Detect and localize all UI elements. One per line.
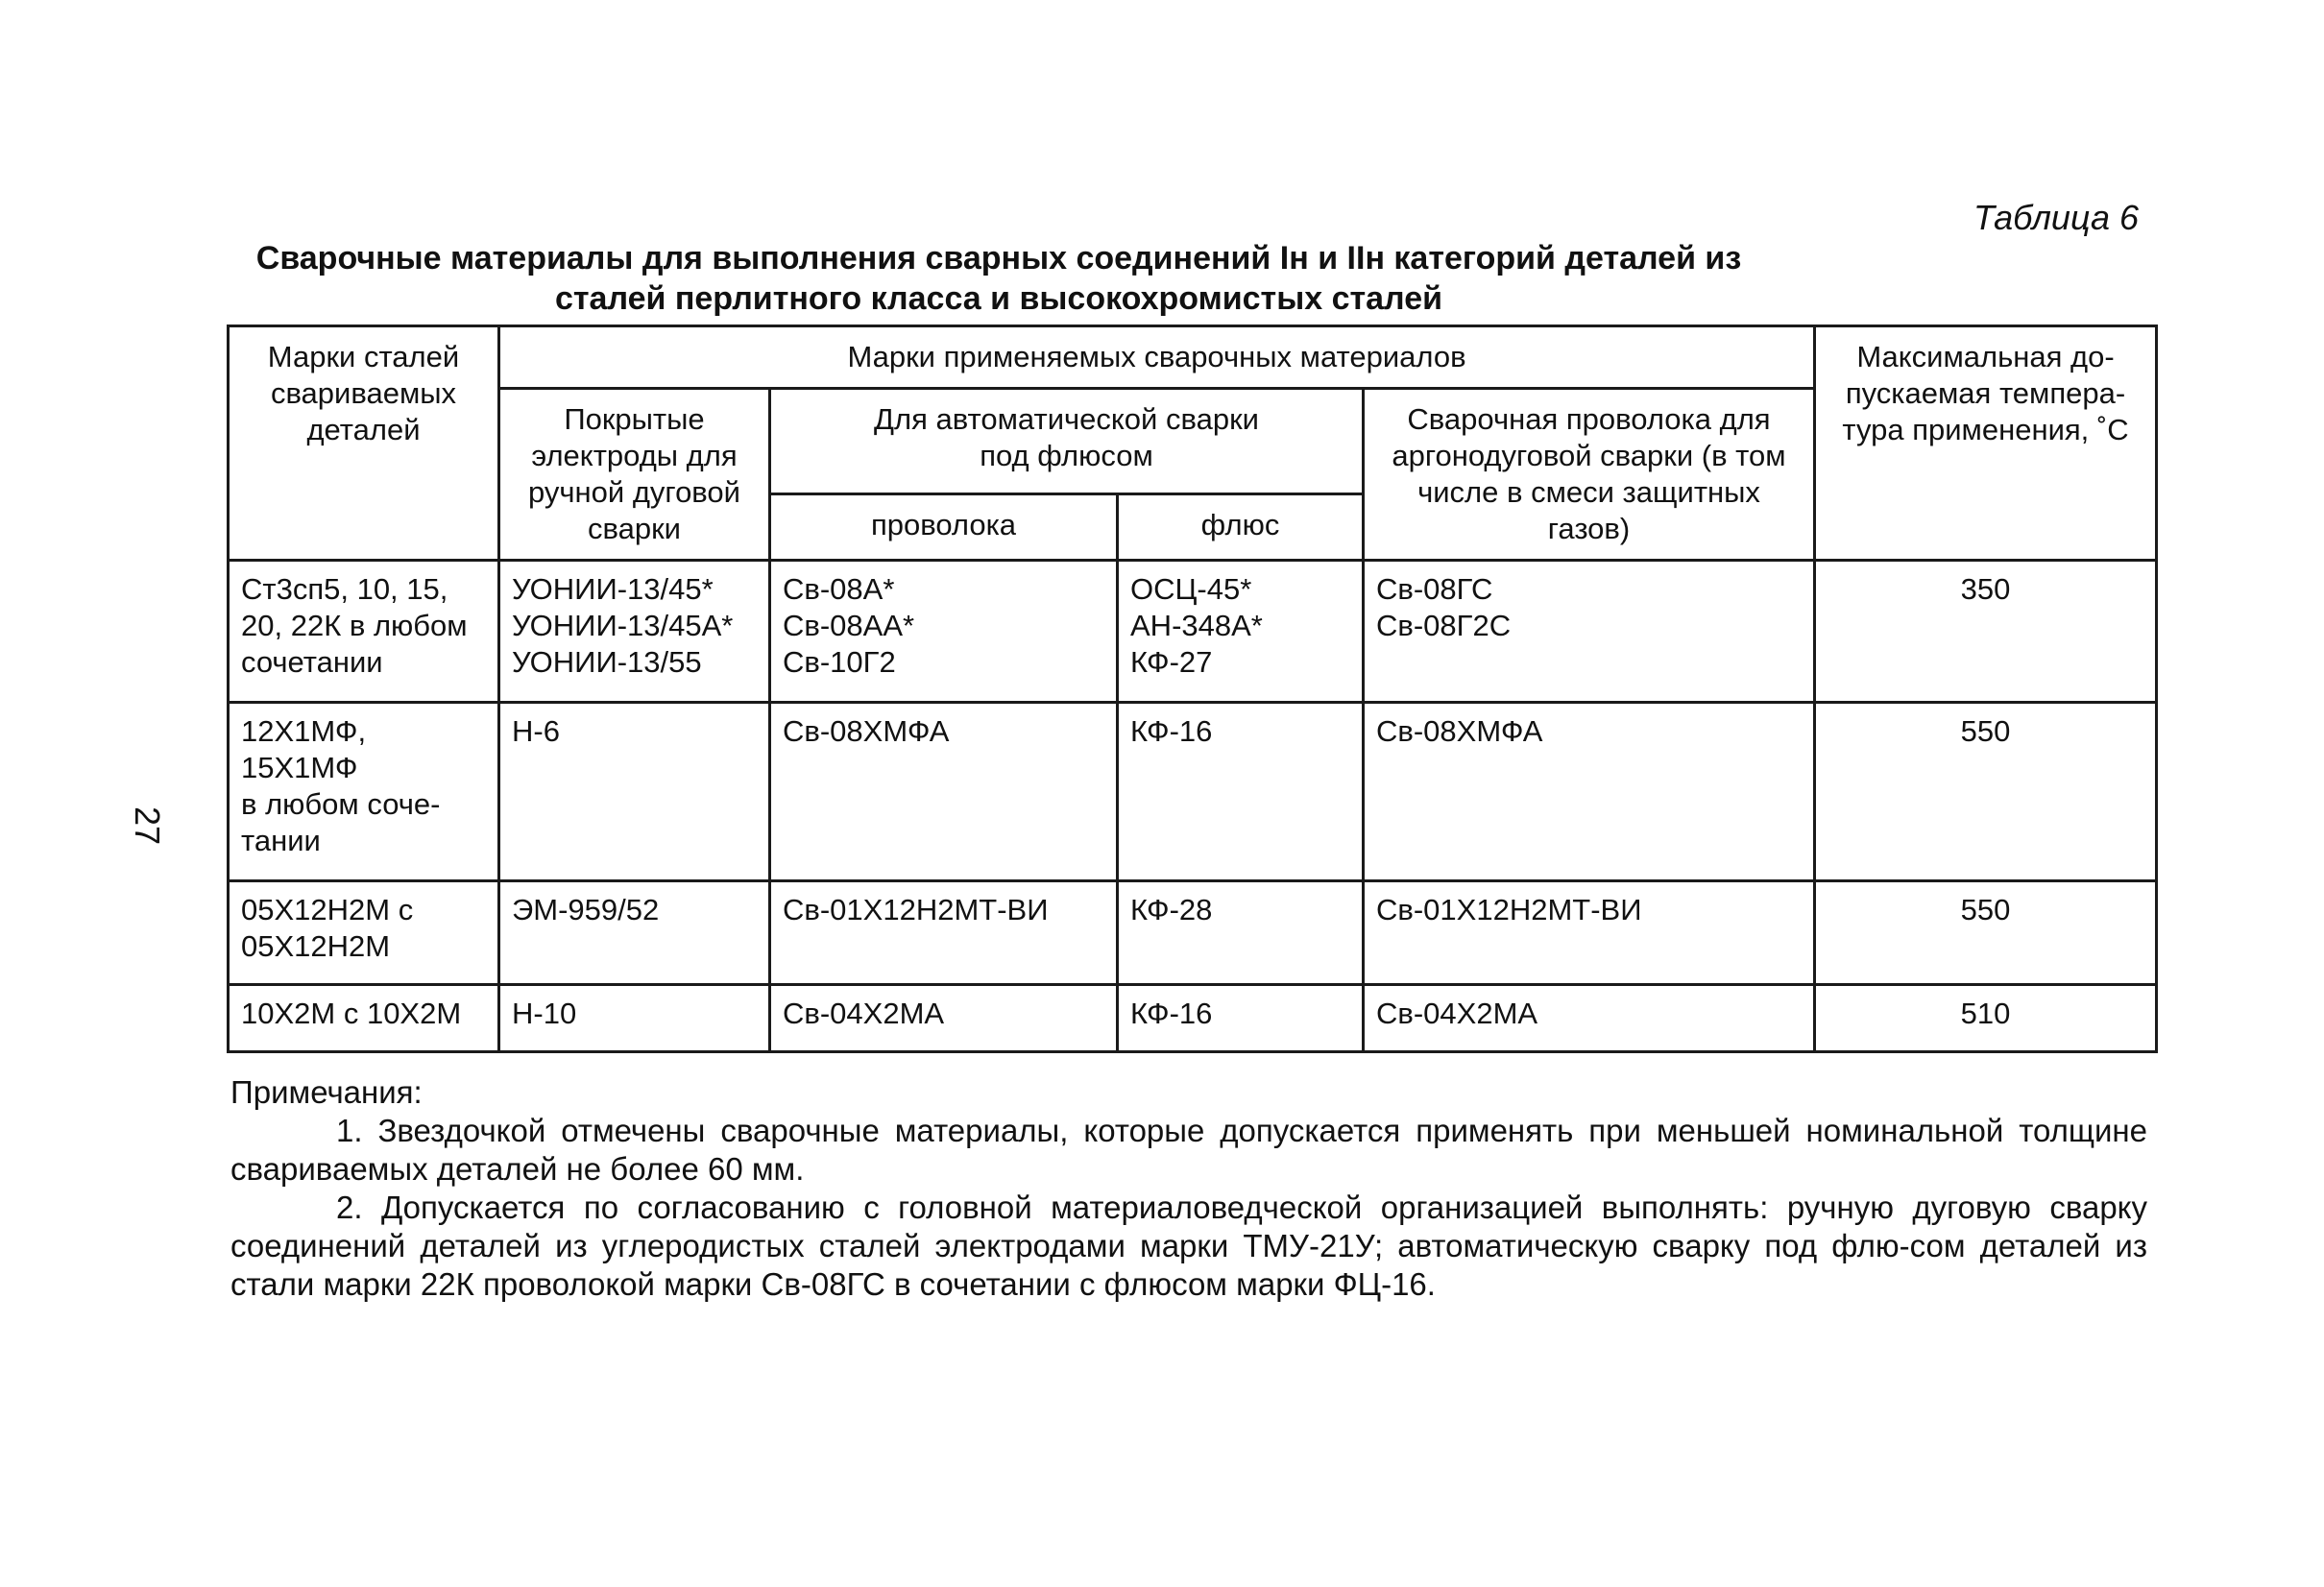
cell-electrodes: ЭМ-959/52	[499, 881, 770, 985]
cell-electrodes: Н-6	[499, 703, 770, 881]
header-flux: флюс	[1118, 493, 1364, 560]
table-title	[221, 238, 1777, 319]
cell-temperature: 550	[1815, 881, 2157, 985]
cell-flux: ОСЦ-45* АН-348А* КФ-27	[1118, 561, 1364, 703]
table-row	[229, 703, 2157, 881]
title-line: сталей перлитного класса и высокохромистых сталей	[554, 280, 1443, 317]
cell-argon-wire: Св-08ХМФА	[1364, 703, 1815, 881]
table-row	[229, 881, 2157, 985]
welding-materials-table	[227, 325, 2158, 1053]
cell-flux: КФ-28	[1118, 881, 1364, 985]
note-item: 1. Звездочкой отмечены сварочные материалы, которые допускается применять при меньшей номинальной толщине свариваемых деталей не более 60 мм.	[230, 1113, 2147, 1187]
cell-argon-wire: Св-01Х12Н2МТ-ВИ	[1364, 881, 1815, 985]
cell-steel: 10Х2М с 10Х2М	[229, 985, 499, 1052]
note-item: 2. Допускается по согласованию с головной материаловедческой организацией выполнять: ручную дуговую сварку соединений деталей из углеродистых сталей электродами марки ТМУ-21У; автоматическую сварку под флю-сом деталей из стали марки 22К проволокой марки Св-08ГС в сочетании с флюсом марки ФЦ-16.	[230, 1190, 2147, 1302]
cell-electrodes: Н-10	[499, 985, 770, 1052]
header-auto-welding: Для автоматической сварки под флюсом	[770, 389, 1364, 494]
cell-wire: Св-04Х2МА	[770, 985, 1118, 1052]
cell-wire: Св-08А* Св-08АА* Св-10Г2	[770, 561, 1118, 703]
table-row	[229, 985, 2157, 1052]
cell-wire: Св-01Х12Н2МТ-ВИ	[770, 881, 1118, 985]
title-line: Сварочные материалы для выполнения сварных соединений Iн и IIн категорий деталей из	[255, 240, 1742, 277]
cell-flux: КФ-16	[1118, 985, 1364, 1052]
header-wire: проволока	[770, 493, 1118, 560]
cell-steel: 12Х1МФ, 15Х1МФ в любом соче- тании	[229, 703, 499, 881]
page-number: 27	[128, 806, 167, 846]
table-label: Таблица 6	[1973, 198, 2139, 237]
cell-temperature: 350	[1815, 561, 2157, 703]
cell-argon-wire: Св-04Х2МА	[1364, 985, 1815, 1052]
notes-heading: Примечания:	[230, 1074, 423, 1110]
cell-temperature: 510	[1815, 985, 2157, 1052]
header-materials: Марки применяемых сварочных материалов	[499, 326, 1815, 389]
cell-wire: Св-08ХМФА	[770, 703, 1118, 881]
header-electrodes: Покрытые электроды для ручной дуговой сварки	[499, 389, 770, 561]
header-steel-grades: Марки сталей свариваемых деталей	[229, 326, 499, 561]
cell-argon-wire: Св-08ГС Св-08Г2С	[1364, 561, 1815, 703]
header-row	[229, 326, 2157, 389]
cell-steel: 05Х12Н2М с 05Х12Н2М	[229, 881, 499, 985]
header-argon-wire: Сварочная проволока для аргонодуговой сварки (в том числе в смеси защитных газов)	[1364, 389, 1815, 561]
cell-steel: Ст3сп5, 10, 15, 20, 22К в любом сочетании	[229, 561, 499, 703]
notes	[230, 1073, 2147, 1304]
cell-electrodes: УОНИИ-13/45* УОНИИ-13/45А* УОНИИ-13/55	[499, 561, 770, 703]
table-row	[229, 561, 2157, 703]
cell-temperature: 550	[1815, 703, 2157, 881]
header-max-temperature: Максимальная до- пускаемая темпера- тура применения, ˚С	[1815, 326, 2157, 561]
cell-flux: КФ-16	[1118, 703, 1364, 881]
